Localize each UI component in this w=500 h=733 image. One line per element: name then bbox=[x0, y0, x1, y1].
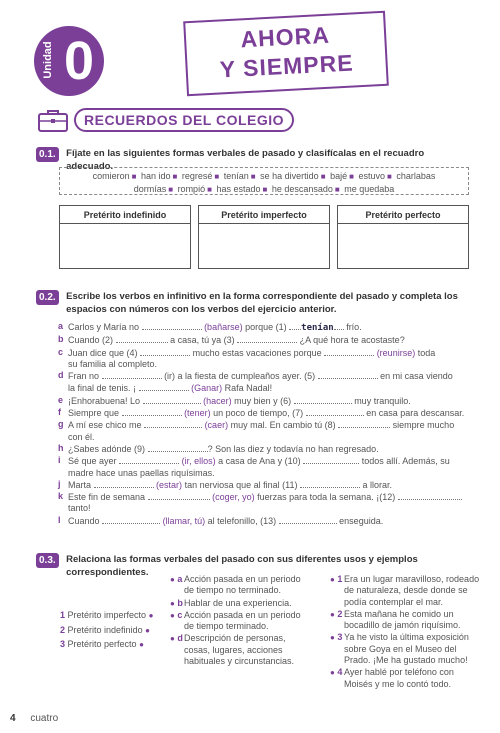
verb-hint: (llamar, tú) bbox=[162, 515, 206, 526]
item-text: A mí ese chico me bbox=[68, 420, 142, 431]
word: tenían bbox=[223, 171, 249, 181]
word-bank-line-1: comieron ■ han ido ■ regresé ■ tenían ■ se ha divertido ■ bajé ■ estuvo ■ charlabas bbox=[92, 171, 436, 181]
blank-field[interactable] bbox=[237, 334, 297, 343]
item-letter: b bbox=[58, 334, 64, 345]
example-text: Era un lugar maravilloso, rodeado de naturaleza, desde donde se podía contemplar el mar. bbox=[344, 574, 480, 607]
blank-field[interactable] bbox=[289, 321, 301, 330]
item-text: al telefonillo, (13) bbox=[207, 515, 277, 526]
tense-number: 2 bbox=[60, 624, 66, 635]
use-text: Acción pasada en un periodo de tiempo no terminado. bbox=[184, 574, 301, 596]
item-text: ¿A qué hora te acostaste? bbox=[299, 335, 405, 346]
page-number: 4 bbox=[10, 713, 16, 724]
handwritten-answer: tenían bbox=[301, 323, 334, 333]
item-letter: c bbox=[58, 346, 64, 357]
verb-hint: (hacer) bbox=[203, 395, 232, 406]
item-g bbox=[58, 419, 474, 443]
tense-item[interactable]: 2 Pretérito indefinido ● bbox=[60, 624, 150, 635]
unit-title-line-1: AHORA bbox=[239, 21, 331, 53]
verb-hint: (caer) bbox=[204, 420, 229, 431]
item-letter: j bbox=[58, 478, 61, 489]
item-text: la final de tenis. ¡ bbox=[68, 383, 137, 394]
blank-field[interactable] bbox=[102, 370, 162, 379]
tense-label: Pretérito imperfecto bbox=[67, 610, 147, 620]
use-item[interactable]: ● c Acción pasada en un periodo de tiempo terminado. bbox=[170, 609, 301, 632]
item-text: Sé que ayer bbox=[68, 456, 117, 467]
unit-number: 0 bbox=[64, 31, 95, 91]
blank-field[interactable] bbox=[324, 347, 374, 356]
item-text: muy bien y (6) bbox=[234, 395, 292, 406]
examples-list bbox=[330, 574, 480, 691]
item-text: muy mal. En cambio tú (8) bbox=[230, 420, 336, 431]
tense-number: 1 bbox=[60, 610, 66, 620]
item-text: frío. bbox=[346, 322, 362, 332]
tense-item[interactable]: 3 Pretérito perfecto ● bbox=[60, 639, 144, 649]
verb-hint: (estar) bbox=[156, 479, 183, 490]
word: he descansado bbox=[271, 184, 333, 194]
use-letter: d bbox=[177, 633, 183, 644]
blank-field[interactable] bbox=[279, 515, 337, 524]
example-number: 2 bbox=[337, 608, 343, 619]
word: me quedaba bbox=[344, 184, 395, 194]
example-number: 3 bbox=[337, 632, 343, 643]
item-text: muy tranquilo. bbox=[354, 395, 411, 406]
item-letter: d bbox=[58, 370, 64, 381]
tense-number: 3 bbox=[60, 639, 66, 649]
word: estuvo bbox=[358, 171, 385, 181]
example-item[interactable]: ● 2 Esta mañana he comido un bocadillo de jamón riquísimo. bbox=[330, 608, 461, 631]
blank-field[interactable] bbox=[102, 515, 160, 524]
item-text: tan nerviosa que al final (11) bbox=[184, 479, 298, 490]
item-text: ¡Enhorabuena! Lo bbox=[68, 395, 141, 406]
item-letter: i bbox=[58, 455, 61, 466]
item-text: en mi casa viendo bbox=[380, 371, 453, 382]
use-text: Descripción de personas, cosas, lugares, acciones habituales y circunstancias. bbox=[184, 633, 295, 667]
blank-field[interactable] bbox=[334, 321, 344, 330]
blank-field[interactable] bbox=[144, 419, 202, 428]
use-text: Acción pasada en un periodo de tiempo terminado. bbox=[184, 609, 301, 632]
blank-field[interactable] bbox=[119, 455, 179, 464]
blank-field[interactable] bbox=[143, 395, 201, 404]
briefcase-icon bbox=[36, 107, 70, 133]
verb-hint: (reunirse) bbox=[376, 347, 416, 358]
unit-title-banner bbox=[183, 11, 389, 96]
use-text: Hablar de una experiencia. bbox=[184, 597, 292, 608]
word: regresé bbox=[181, 171, 213, 181]
item-text: todos allí. Además, su bbox=[361, 456, 450, 467]
answer-box-indefinido[interactable] bbox=[59, 205, 191, 269]
example-text: Esta mañana he comido un bocadillo de jamón riquísimo. bbox=[344, 608, 461, 631]
item-letter: e bbox=[58, 394, 64, 405]
word: bajé bbox=[330, 171, 348, 181]
item-h bbox=[58, 443, 474, 455]
verb-hint: (bañarse) bbox=[204, 322, 243, 332]
blank-field[interactable] bbox=[300, 479, 360, 488]
word-bank bbox=[59, 167, 469, 195]
item-text: Juan dice que (4) bbox=[68, 347, 138, 358]
item-text: porque (1) bbox=[245, 322, 287, 332]
item-d bbox=[58, 370, 474, 395]
blank-field[interactable] bbox=[148, 491, 210, 500]
item-text: a casa, tú ya (3) bbox=[170, 335, 235, 346]
item-text: Siempre que bbox=[68, 408, 120, 419]
blank-field[interactable] bbox=[318, 370, 378, 379]
blank-field[interactable] bbox=[338, 419, 390, 428]
item-text: ¿Sabes adónde (9) bbox=[68, 443, 146, 454]
tense-item[interactable]: 1 Pretérito imperfecto ● bbox=[60, 610, 154, 620]
word: charlabas bbox=[396, 171, 436, 181]
word: comieron bbox=[92, 171, 130, 181]
exercise-2-instruction: Escribe los verbos en infinitivo en la forma correspondiente del pasado y completa los espacios con números con los verbos del ejercicio anterior. bbox=[66, 291, 458, 315]
item-text: a casa de Ana y (10) bbox=[218, 456, 301, 467]
tense-label: Pretérito indefinido bbox=[67, 624, 143, 635]
blank-field[interactable] bbox=[139, 382, 189, 391]
item-text: Carlos y María no bbox=[68, 322, 140, 332]
example-item[interactable]: ● 4 Ayer hablé por teléfono con Moisés y me lo contó todo. bbox=[330, 667, 454, 689]
item-letter: l bbox=[58, 514, 61, 525]
section-heading bbox=[36, 107, 294, 133]
answer-box-header: Pretérito perfecto bbox=[338, 206, 468, 224]
use-letter: c bbox=[177, 609, 183, 620]
word: se ha divertido bbox=[260, 171, 319, 181]
exercise-1-instruction: Fíjate en las siguientes formas verbales de pasado y clasifícalas en el recuadro adecuado. bbox=[66, 148, 425, 172]
item-text: Este fin de semana bbox=[68, 492, 146, 503]
word: dormías bbox=[133, 184, 167, 194]
item-i bbox=[58, 455, 474, 479]
item-text: a llorar. bbox=[362, 479, 393, 490]
exercise-2-header bbox=[36, 290, 474, 316]
exercise-3-badge: 0.3. bbox=[36, 553, 59, 568]
item-b bbox=[58, 334, 474, 346]
use-letter: b bbox=[177, 597, 183, 608]
item-letter: h bbox=[58, 442, 64, 453]
unit-badge bbox=[34, 26, 104, 96]
use-item[interactable]: ● a Acción pasada en un periodo de tiempo no terminado. bbox=[170, 574, 301, 596]
example-number: 1 bbox=[337, 574, 343, 584]
item-text: su familia al completo. bbox=[68, 358, 158, 369]
item-k bbox=[58, 491, 474, 515]
blank-field[interactable] bbox=[148, 443, 208, 452]
blank-field[interactable] bbox=[122, 407, 182, 416]
item-text: Cuando (2) bbox=[68, 335, 114, 346]
item-letter: f bbox=[58, 407, 61, 418]
use-item[interactable]: ● d Descripción de personas, cosas, lugares, acciones habituales y circunstancias. bbox=[170, 633, 295, 667]
item-letter: g bbox=[58, 419, 64, 430]
blank-field[interactable] bbox=[306, 407, 364, 416]
verb-hint: (coger, yo) bbox=[212, 492, 255, 503]
word: has estado bbox=[216, 184, 261, 194]
item-letter: a bbox=[58, 321, 64, 331]
example-text: Ayer hablé por teléfono con Moisés y me lo contó todo. bbox=[344, 667, 454, 689]
item-text: toda bbox=[417, 347, 436, 358]
blank-field[interactable] bbox=[294, 395, 352, 404]
exercise-3-instruction: Relaciona las formas verbales del pasado con sus diferentes usos y ejemplos correspondientes. bbox=[66, 554, 418, 578]
tense-label: Pretérito perfecto bbox=[67, 639, 137, 649]
use-item[interactable]: ● b Hablar de una experiencia. bbox=[170, 597, 292, 608]
word: han ido bbox=[141, 171, 171, 181]
item-text: siempre mucho bbox=[392, 420, 455, 431]
item-text: madre hace unas paellas riquísimas. bbox=[68, 467, 215, 478]
item-text: Fran no bbox=[68, 371, 100, 382]
item-text: un poco de tiempo, (7) bbox=[213, 408, 304, 419]
item-a bbox=[58, 321, 474, 334]
exercise-1-badge: 0.1. bbox=[36, 147, 59, 162]
item-text: fuerzas para toda la semana. ¡(12) bbox=[257, 492, 396, 503]
item-text: enseguida. bbox=[339, 515, 384, 526]
blank-field[interactable] bbox=[142, 321, 202, 330]
example-item[interactable]: ● 1 Era un lugar maravilloso, rodeado de naturaleza, desde donde se podía contemplar el mar. bbox=[330, 574, 480, 607]
answer-box-header: Pretérito imperfecto bbox=[199, 206, 329, 224]
item-text: Cuando bbox=[68, 515, 100, 526]
blank-field[interactable] bbox=[140, 347, 190, 356]
item-text: Marta bbox=[68, 479, 92, 490]
item-text: ? Son las diez y todavía no han regresado. bbox=[207, 443, 379, 454]
item-text: con él. bbox=[68, 431, 95, 442]
example-item[interactable]: ● 3 Ya he visto la última exposición sobre Goya en el Museo del Prado. ¡Me ha gustado mucho! bbox=[330, 632, 469, 666]
use-letter: a bbox=[177, 574, 183, 584]
item-text: mucho estas vacaciones porque bbox=[192, 347, 322, 358]
item-letter: k bbox=[58, 491, 64, 502]
blank-field[interactable] bbox=[303, 455, 359, 464]
item-f bbox=[58, 407, 474, 419]
item-e bbox=[58, 395, 474, 407]
blank-field[interactable] bbox=[398, 491, 462, 500]
verb-hint: (tener) bbox=[184, 408, 211, 419]
item-l bbox=[58, 515, 474, 527]
example-text: Ya he visto la última exposición sobre Goya en el Museo del Prado. ¡Me ha gustado mucho! bbox=[344, 632, 469, 666]
word-bank-line-2: dormías ■ rompió ■ has estado ■ he descansado ■ me quedaba bbox=[133, 184, 395, 194]
item-j bbox=[58, 479, 474, 491]
verb-hint: (ir, ellos) bbox=[181, 456, 216, 467]
page-footer bbox=[10, 713, 58, 724]
verb-hint: (Ganar) bbox=[191, 383, 223, 394]
section-title: RECUERDOS DEL COLEGIO bbox=[74, 108, 294, 132]
item-text: en casa para descansar. bbox=[366, 408, 465, 419]
exercise-2-badge: 0.2. bbox=[36, 290, 59, 305]
item-text: Rafa Nadal! bbox=[224, 383, 273, 394]
answer-box-header: Pretérito indefinido bbox=[60, 206, 190, 224]
answer-box-imperfecto[interactable] bbox=[198, 205, 330, 269]
item-text: (ir) a la fiesta de cumpleaños ayer. (5) bbox=[164, 371, 316, 382]
page-number-word: cuatro bbox=[30, 713, 59, 724]
unit-label: Unidad bbox=[42, 41, 54, 79]
unit-title-line-2: Y SIEMPRE bbox=[219, 49, 355, 83]
example-number: 4 bbox=[337, 667, 343, 678]
answer-box-perfecto[interactable] bbox=[337, 205, 469, 269]
tense-list bbox=[60, 610, 170, 651]
exercise-2-items bbox=[58, 321, 474, 527]
word: rompió bbox=[177, 184, 206, 194]
blank-field[interactable] bbox=[94, 479, 154, 488]
blank-field[interactable] bbox=[116, 334, 168, 343]
item-c bbox=[58, 347, 474, 371]
item-text: tanto! bbox=[68, 503, 91, 514]
uses-list bbox=[170, 574, 310, 668]
